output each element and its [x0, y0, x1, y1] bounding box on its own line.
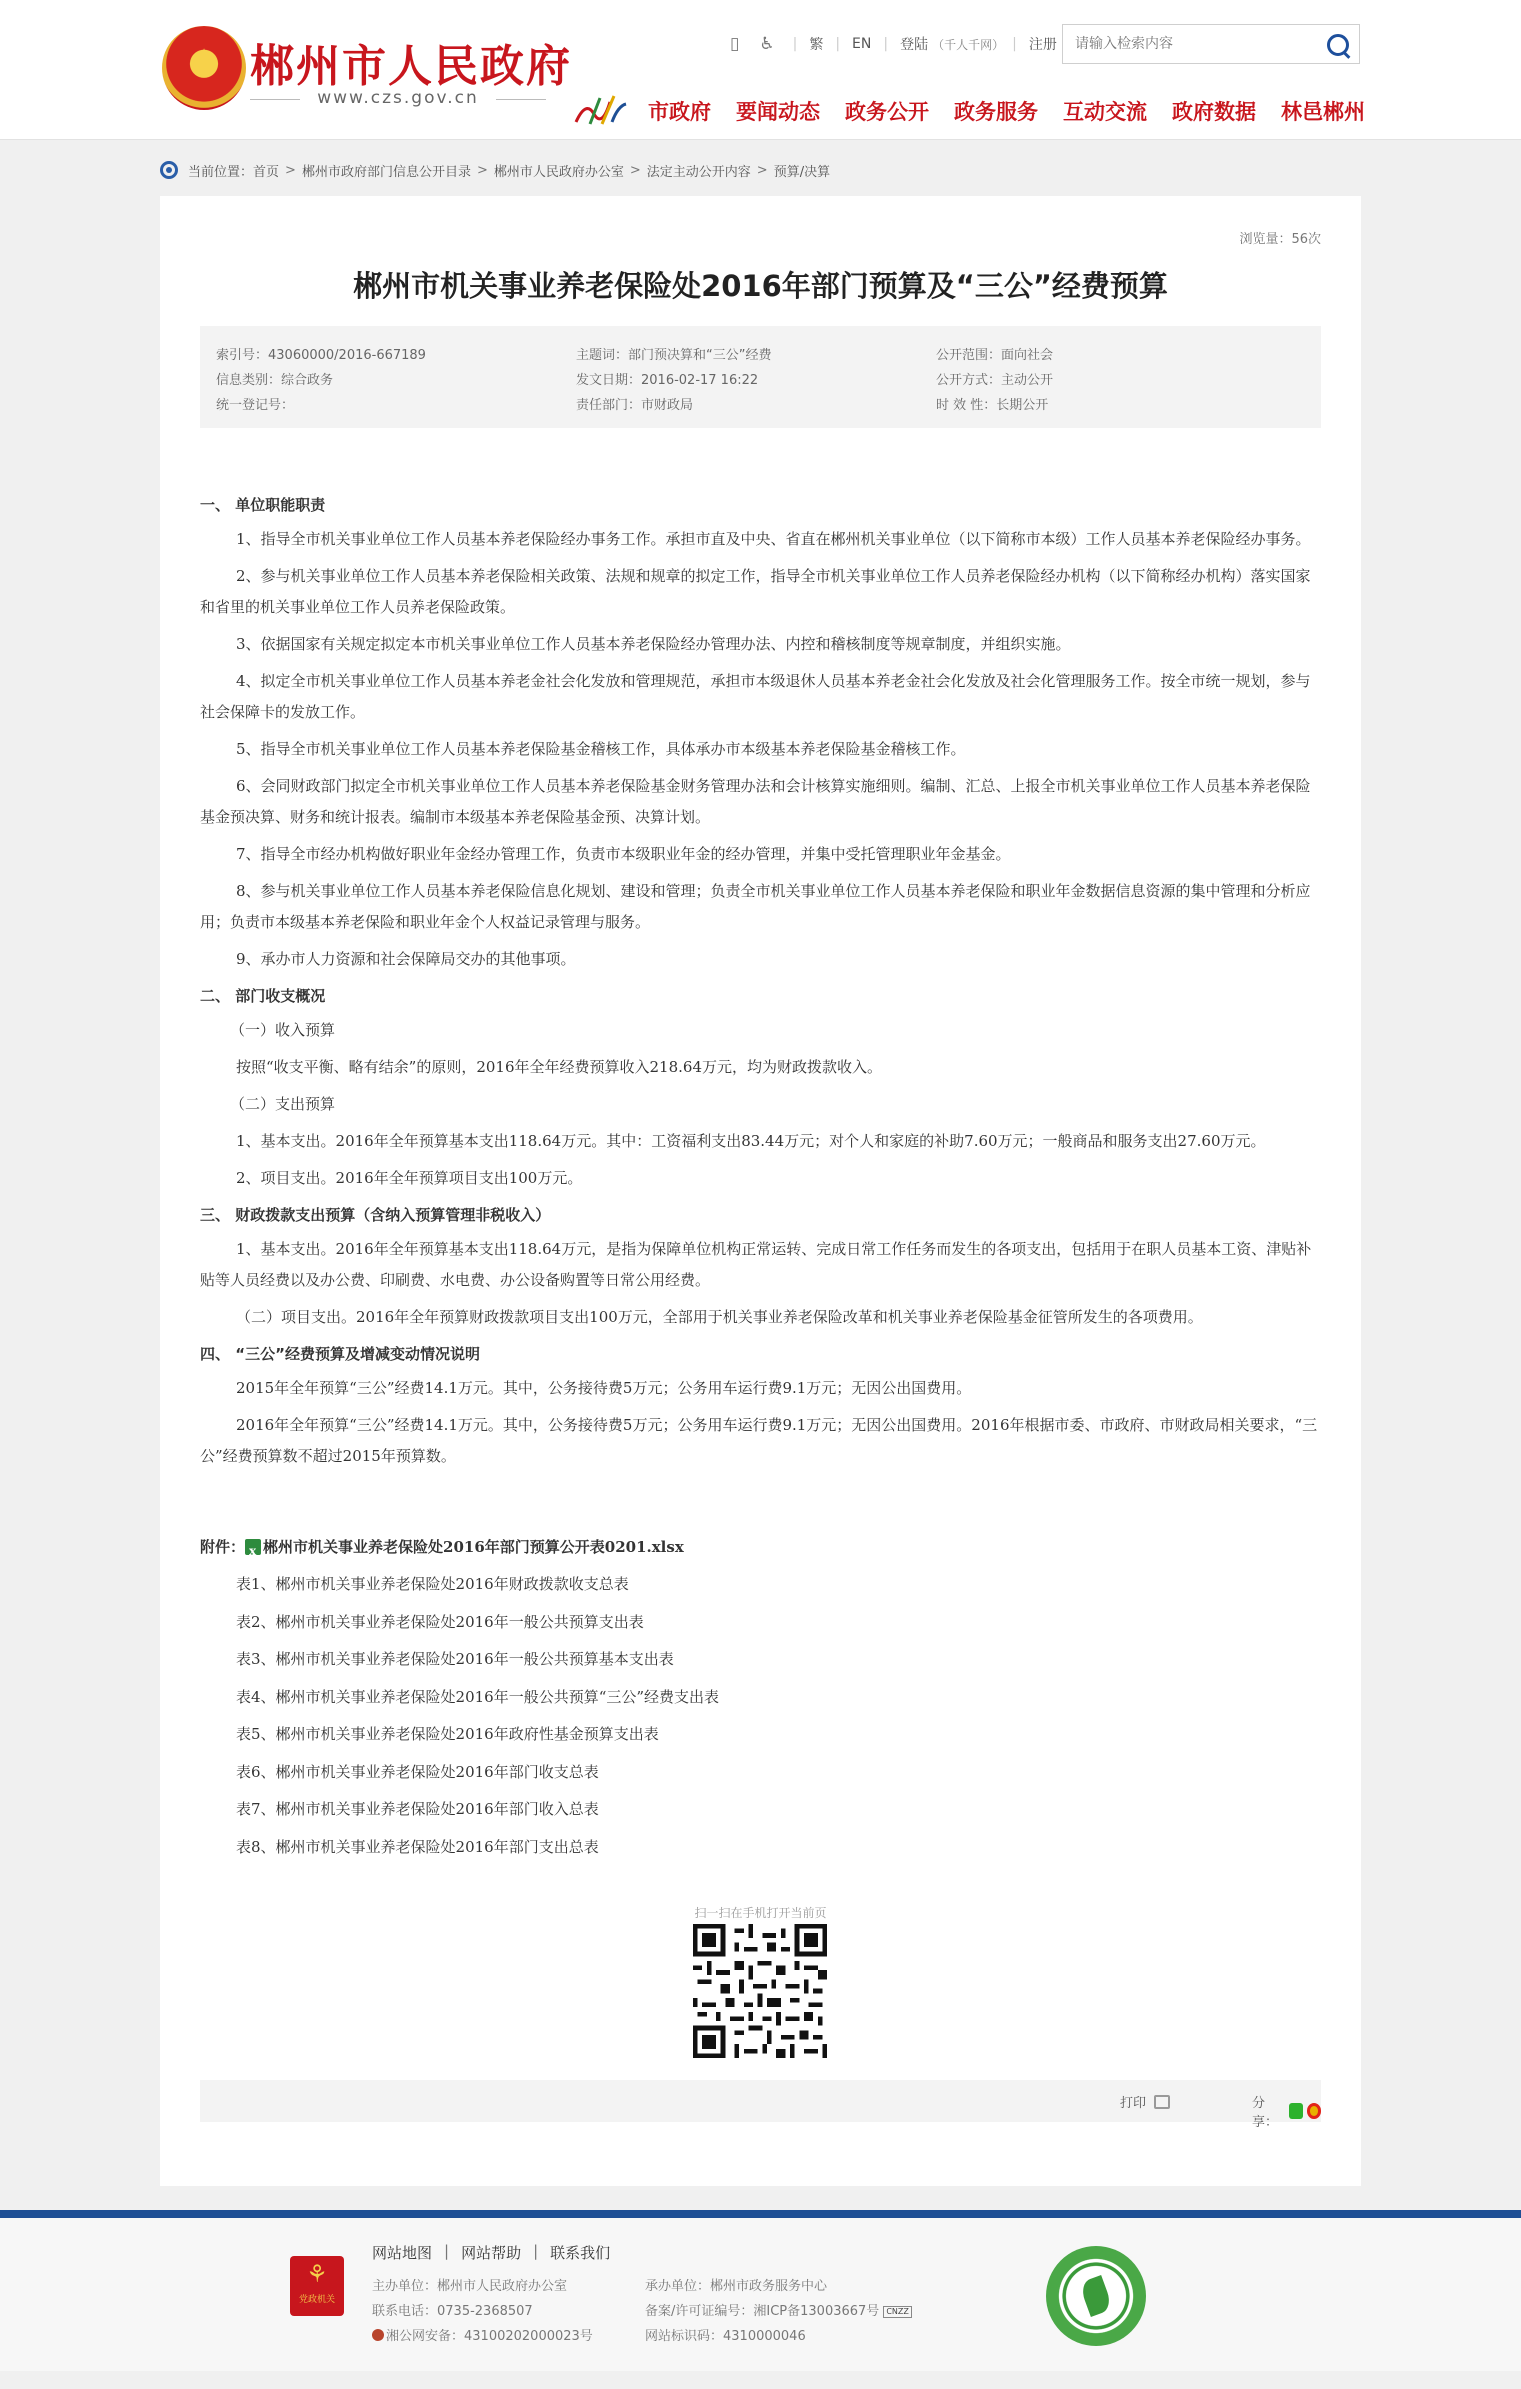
meta-method: 公开方式：主动公开: [936, 373, 1054, 388]
party-badge-text: 党政机关: [298, 2295, 335, 2305]
attachments: [200, 1532, 1321, 1866]
share-group: [1252, 2092, 1321, 2130]
paragraph: 5、指导全市机关事业单位工作人员基本养老保险基金稽核工作，具体承办市本级基本养老保险基金稽核工作。: [236, 740, 966, 758]
attachment-item: 表2、郴州市机关事业养老保险处2016年一般公共预算支出表: [236, 1612, 644, 1631]
attachment-file-link[interactable]: 郴州市机关事业养老保险处2016年部门预算公开表0201.xlsx: [263, 1538, 684, 1556]
national-emblem-icon: ★: [162, 26, 246, 110]
footer-phone: 联系电话：0735-2368507: [372, 2304, 533, 2319]
paragraph: 7、指导全市经办机构做好职业年金经办管理工作，负责市本级职业年金的经办管理，并集中受托管理职业年金基金。: [236, 845, 1011, 863]
breadcrumb-item[interactable]: 预算/决算: [773, 164, 831, 180]
divider: |: [883, 36, 889, 52]
cnzz-badge[interactable]: CNZZ: [883, 2306, 912, 2318]
section-heading: 二、 部门收支概况: [200, 987, 326, 1005]
party-gov-badge[interactable]: [290, 2256, 344, 2316]
footer-info-left: [372, 2274, 593, 2349]
breadcrumb-item[interactable]: 法定主动公开内容: [646, 164, 751, 180]
paragraph: 按照“收支平衡、略有结余”的原则，2016年全年经费预算收入218.64万元，均为财政拨款收入。: [236, 1058, 882, 1076]
paragraph: 9、承办市人力资源和社会保障局交办的其他事项。: [236, 950, 576, 968]
qr-caption: 扫一扫在手机打开当前页: [694, 1906, 827, 1920]
footer-link-contact[interactable]: 联系我们: [550, 2244, 611, 2262]
paragraph: 1、基本支出。2016年全年预算基本支出118.64万元，是指为保障单位机构正常运转、完成日常工作任务而发生的各项支出，包括用于在职人员基本工资、津贴补贴等人员经费以及办公费、印刷费、水电费、办公设备购置等日常公用经费。: [200, 1240, 1312, 1289]
nav-item-interaction[interactable]: 互动交流: [1063, 100, 1147, 124]
divider: |: [792, 36, 798, 52]
article-title: 郴州市机关事业养老保险处2016年部门预算及“三公”经费预算: [353, 269, 1168, 303]
footer-icp[interactable]: [645, 2299, 912, 2324]
meta-index-no: 索引号：43060000/2016-667189: [216, 348, 426, 363]
footer-link-help[interactable]: 网站帮助: [461, 2244, 522, 2262]
footer-police-record[interactable]: [372, 2324, 593, 2349]
qr-code: [693, 1924, 827, 2058]
leaf-icon: [1079, 2275, 1114, 2317]
attachment-item: 表8、郴州市机关事业养老保险处2016年部门支出总表: [236, 1837, 599, 1856]
search-input[interactable]: [1063, 25, 1303, 63]
attachment-header: [200, 1532, 1321, 1562]
police-badge-icon: [372, 2329, 384, 2341]
article-body: [200, 490, 1321, 1478]
nav-item-linyi-chenzhou[interactable]: 林邑郴州: [1281, 100, 1365, 124]
paragraph: 8、参与机关事业单位工作人员基本养老保险信息化规划、建设和管理；负责全市机关事业单位工作人员基本养老保险和职业年金数据信息资源的集中管理和分析应用；负责市本级基本养老保险和职业年金个人权益记录管理与服务。: [200, 882, 1311, 931]
breadcrumb-separator: >: [476, 162, 488, 178]
paragraph: 2016年全年预算“三公”经费14.1万元。其中，公务接待费5万元；公务用车运行费9.1万元；无因公出国费用。2016年根据市委、市政府、市财政局相关要求，“三公”经费预算数不超过2015年预算数。: [200, 1416, 1318, 1465]
civilized-unit-badge[interactable]: [1046, 2246, 1146, 2346]
login-link[interactable]: 登陆: [900, 37, 929, 53]
meta-dept: 责任部门：市财政局: [576, 398, 694, 413]
breadcrumb-item[interactable]: 首页: [253, 164, 280, 180]
share-label: 分享：: [1252, 2096, 1279, 2130]
section-heading: 四、 “三公”经费预算及增减变动情况说明: [200, 1345, 480, 1363]
mobile-icon[interactable]: ▯: [730, 34, 740, 54]
meta-validity: 时 效 性：长期公开: [936, 398, 1049, 413]
site-name[interactable]: 郴州市人民政府: [250, 41, 572, 92]
paragraph: 6、会同财政部门拟定全市机关事业单位工作人员基本养老保险基金财务管理办法和会计核算实施细则。编制、汇总、上报全市机关事业单位工作人员基本养老保险基金预决算、财务和统计报表。编制市本级基本养老保险基金预、决算计划。: [200, 777, 1311, 826]
accessibility-icon[interactable]: ♿: [759, 34, 775, 54]
party-badge-icon: ⚘: [306, 2260, 328, 2288]
footer-bar: [0, 2210, 1521, 2218]
meta-scope: 公开范围：面向社会: [936, 348, 1054, 363]
print-icon: [1154, 2095, 1170, 2109]
paragraph: 1、基本支出。2016年全年预算基本支出118.64万元。其中：工资福利支出83.44万元；对个人和家庭的补助7.60万元；一般商品和服务支出27.60万元。: [236, 1132, 1266, 1150]
meta-date: 发文日期：2016-02-17 16:22: [576, 373, 759, 388]
footer-links: [372, 2242, 610, 2263]
divider: |: [1012, 36, 1017, 52]
divider: |: [444, 2242, 450, 2260]
attachment-item: 表6、郴州市机关事业养老保险处2016年部门收支总表: [236, 1762, 599, 1781]
main-nav: [648, 96, 1390, 126]
attachment-item: 表4、郴州市机关事业养老保险处2016年一般公共预算“三公”经费支出表: [236, 1687, 720, 1706]
traditional-link[interactable]: 繁: [809, 37, 824, 53]
print-label: 打印: [1120, 2096, 1147, 2111]
footer-info-right: [645, 2274, 912, 2349]
paragraph: 2015年全年预算“三公”经费14.1万元。其中，公务接待费5万元；公务用车运行费9.1万元；无因公出国费用。: [236, 1379, 972, 1397]
paragraph: 1、指导全市机关事业单位工作人员基本养老保险经办事务工作。承担市直及中央、省直在郴州机关事业单位（以下简称市本级）工作人员基本养老保险经办事务。: [236, 530, 1311, 548]
article-card: [160, 196, 1361, 2186]
paragraph: 2、项目支出。2016年全年预算项目支出100万元。: [236, 1169, 583, 1187]
attachment-item: 表5、郴州市机关事业养老保险处2016年政府性基金预算支出表: [236, 1725, 659, 1743]
search-icon[interactable]: [1325, 32, 1351, 58]
site-url: www.czs.gov.cn: [250, 88, 546, 108]
article-actions: [200, 2080, 1321, 2130]
sub-heading: （二）支出预算: [230, 1095, 336, 1113]
location-pin-icon: [160, 161, 178, 179]
weibo-icon[interactable]: [1307, 2103, 1321, 2119]
breadcrumb-separator: >: [756, 162, 768, 178]
nav-item-gov-affairs-disclosure[interactable]: 政务公开: [845, 100, 929, 124]
article-meta: [200, 326, 1321, 428]
excel-icon: [245, 1539, 261, 1555]
paragraph: （二）项目支出。2016年全年预算财政拨款项目支出100万元，全部用于机关事业养老保险改革和机关事业养老保险基金征管所发生的各项费用。: [236, 1308, 1203, 1326]
wechat-icon[interactable]: [1289, 2103, 1303, 2119]
english-link[interactable]: EN: [852, 36, 872, 52]
attachment-label: 附件：: [200, 1538, 246, 1556]
meta-unified-no: 统一登记号：: [216, 398, 295, 413]
attachment-item: 表3、郴州市机关事业养老保险处2016年一般公共预算基本支出表: [236, 1650, 674, 1668]
breadcrumb-item[interactable]: 郴州市政府部门信息公开目录: [301, 164, 471, 180]
footer-icp-text: 备案/许可证编号：湘ICP备13003667号: [645, 2304, 880, 2319]
register-link[interactable]: 注册: [1028, 37, 1057, 53]
section-heading: 一、 单位职能职责: [200, 496, 326, 514]
nav-item-gov-services[interactable]: 政务服务: [954, 100, 1038, 124]
breadcrumb-separator: >: [629, 162, 641, 178]
paragraph: 3、依据国家有关规定拟定本市机关事业单位工作人员基本养老保险经办管理办法、内控和稽核制度等规章制度，并组织实施。: [236, 635, 1071, 653]
login-note: （千人千网）: [932, 37, 1005, 52]
nav-item-news[interactable]: 要闻动态: [736, 100, 820, 124]
attachment-item: 表1、郴州市机关事业养老保险处2016年财政拨款收支总表: [236, 1575, 629, 1593]
sub-heading: （一）收入预算: [230, 1021, 336, 1039]
view-count: 浏览量：56次: [1239, 232, 1321, 247]
footer-site-code: 网站标识码：4310000046: [645, 2329, 806, 2344]
divider: |: [835, 36, 841, 52]
print-button[interactable]: [1120, 2092, 1170, 2111]
attachment-item: 表7、郴州市机关事业养老保险处2016年部门收入总表: [236, 1800, 599, 1818]
footer-undertaker: 承办单位：郴州市政务服务中心: [645, 2279, 828, 2294]
paragraph: 4、拟定全市机关事业单位工作人员基本养老金社会化发放和管理规范，承担市本级退休人员基本养老金社会化发放及社会化管理服务工作。按全市统一规划，参与社会保障卡的发放工作。: [200, 672, 1311, 721]
divider: |: [533, 2242, 539, 2260]
footer-link-sitemap[interactable]: 网站地图: [372, 2244, 433, 2262]
breadcrumb-label: 当前位置：: [188, 164, 254, 180]
meta-subject: 主题词：部门预决算和“三公”经费: [576, 348, 772, 363]
search-box: [1062, 24, 1360, 64]
meta-category: 信息类别：综合政务: [216, 373, 334, 388]
nav-item-gov-data[interactable]: 政府数据: [1172, 100, 1256, 124]
site-header: [0, 0, 1521, 140]
top-links: [720, 34, 1061, 54]
section-heading: 三、 财政拨款支出预算（含纳入预算管理非税收入）: [200, 1206, 551, 1224]
breadcrumb-item[interactable]: 郴州市人民政府办公室: [493, 164, 624, 180]
nav-item-city-government[interactable]: 市政府: [648, 100, 711, 124]
paragraph: 2、参与机关事业单位工作人员基本养老保险相关政策、法规和规章的拟定工作，指导全市机关事业单位工作人员养老保险经办机构（以下简称经办机构）落实国家和省里的机关事业单位工作人员养老保险政策。: [200, 567, 1311, 616]
site-footer: [0, 2218, 1521, 2371]
footer-host: 主办单位：郴州市人民政府办公室: [372, 2279, 568, 2294]
footer-police-text: 湘公网安备：43100202000023号: [386, 2329, 593, 2344]
breadcrumb-separator: >: [285, 162, 296, 178]
city-logo-icon: [572, 92, 628, 128]
breadcrumb: [160, 158, 830, 182]
